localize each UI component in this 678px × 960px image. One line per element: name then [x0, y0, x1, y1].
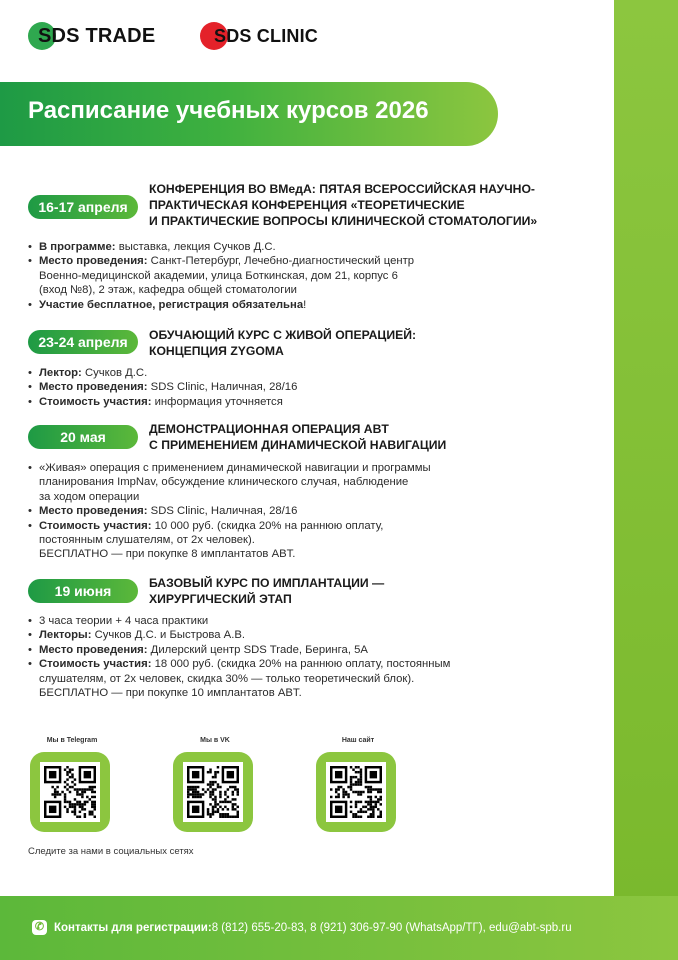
header-logos	[28, 22, 588, 56]
footer-label: Контакты для регистрации:	[54, 921, 212, 934]
event-date-badge: 19 июня	[28, 579, 138, 603]
event-date-badge: 16-17 апреля	[28, 195, 138, 219]
list-item: • Место проведения: Дилерский центр SDS Trade, Беринга, 5А	[28, 643, 450, 657]
list-item: • Место проведения: Санкт-Петербург, Лечебно-диагностический центр	[28, 254, 414, 268]
list-item: • Место проведения: SDS Clinic, Наличная, 28/16	[28, 380, 297, 394]
list-item: БЕСПЛАТНО — при покупке 8 имплантатов ABT.	[39, 548, 296, 561]
qr-website[interactable]: Наш сайт	[316, 737, 400, 832]
title-banner	[0, 82, 498, 146]
list-item: • Стоимость участия: 18 000 руб. (скидка 20% на раннюю оплату, постоянным	[28, 657, 450, 671]
list-item: • Лекторы: Сучков Д.С. и Быстрова А.В.	[28, 628, 450, 642]
list-item: постоянным слушателям, от 2х человек).	[39, 534, 255, 547]
qr-vk[interactable]: Мы в VK	[173, 737, 257, 832]
list-item: • Стоимость участия: информация уточняется	[28, 395, 297, 409]
list-item: Военно-медицинской академии, улица Боткинская, дом 21, корпус 6	[39, 269, 398, 282]
page-title: Расписание учебных курсов 2026	[28, 97, 429, 124]
list-item: БЕСПЛАТНО — при покупке 10 имплантатов ABT.	[39, 687, 302, 700]
list-item: • В программе: выставка, лекция Сучков Д.С.	[28, 240, 414, 254]
event-title: БАЗОВЫЙ КУРС ПО ИМПЛАНТАЦИИ — ХИРУРГИЧЕСКИЙ ЭТАП	[149, 576, 385, 606]
list-item: за ходом операции	[39, 490, 140, 503]
event-title: ДЕМОНСТРАЦИОННАЯ ОПЕРАЦИЯ ABT С ПРИМЕНЕНИЕМ ДИНАМИЧЕСКОЙ НАВИГАЦИИ	[149, 422, 447, 452]
footer-contact-text[interactable]: 8 (812) 655-20-83, 8 (921) 306-97-90 (WhatsApp/ТГ), edu@abt-spb.ru	[211, 921, 572, 934]
qr-code-icon	[40, 762, 100, 822]
list-item: • Стоимость участия: 10 000 руб. (скидка 20% на раннюю оплату,	[28, 519, 431, 533]
event-title: ОБУЧАЮЩИЙ КУРС С ЖИВОЙ ОПЕРАЦИЕЙ: КОНЦЕПЦИЯ ZYGOMA	[149, 328, 417, 358]
sds-trade-logo: SDS TRADE	[28, 22, 155, 50]
list-item: планирования ImpNav, обсуждение клинического случая, наблюдение	[39, 476, 409, 489]
footer-bar	[0, 896, 678, 960]
sds-clinic-logo: SDS CLINIC	[200, 22, 318, 50]
qr-telegram[interactable]: Мы в Telegram	[30, 737, 114, 832]
qr-code-icon	[326, 762, 386, 822]
event-details	[28, 461, 431, 562]
event-details	[28, 366, 297, 409]
list-item: • Участие бесплатное, регистрация обязательна!	[28, 298, 414, 312]
list-item: • Место проведения: SDS Clinic, Наличная, 28/16	[28, 504, 431, 518]
event-date-badge: 20 мая	[28, 425, 138, 449]
event-title: КОНФЕРЕНЦИЯ ВО ВМедА: ПЯТАЯ ВСЕРОССИЙСКАЯ НАУЧНО- ПРАКТИЧЕСКАЯ КОНФЕРЕНЦИЯ «ТЕОРЕТИЧЕСКИЕ И ПРАКТИЧЕСКИЕ ВОПРОСЫ КЛИНИЧЕСКОЙ СТОМАТОЛОГИИ»	[149, 182, 538, 228]
list-item: • 3 часа теории + 4 часа практики	[28, 614, 450, 628]
qr-code-icon	[183, 762, 243, 822]
list-item: • Лектор: Сучков Д.С.	[28, 366, 297, 380]
side-decor-bar	[614, 0, 678, 960]
phone-icon: ✆	[32, 920, 47, 935]
event-details	[28, 240, 414, 312]
follow-us-text: Следите за нами в социальных сетях	[28, 846, 194, 857]
footer-contacts	[32, 920, 572, 935]
list-item: слушателям, от 2х человек, скидка 30% — только теоретический блок).	[39, 672, 415, 685]
event-date-badge: 23-24 апреля	[28, 330, 138, 354]
list-item: (вход №8), 2 этаж, кафедра общей стоматологии	[39, 284, 297, 297]
list-item: • «Живая» операция с применением динамической навигации и программы	[28, 461, 431, 475]
event-details	[28, 614, 450, 700]
